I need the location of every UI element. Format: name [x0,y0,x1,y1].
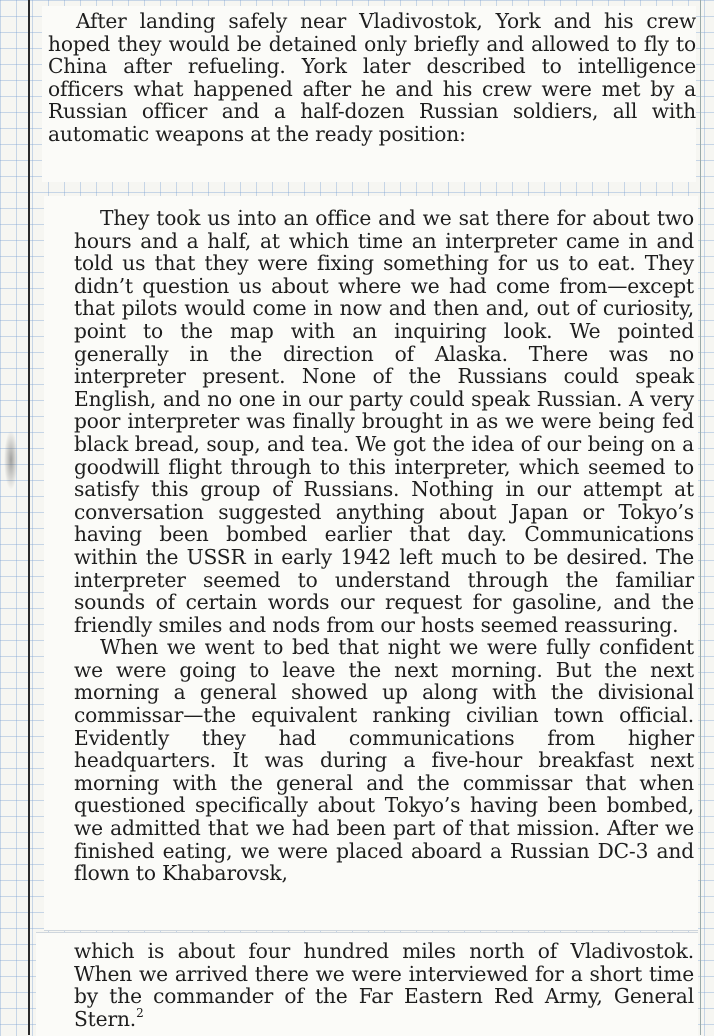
scan-edge-right [700,0,701,1035]
block-quote [74,207,694,885]
quote-continuation-text: which is about four hundred miles north of Vladivostok. When we arrived there we were interviewed for a short time by the commander of the Far Eastern Red Army, General Stern. [74,939,694,1031]
scan-edge-left [28,0,30,1035]
quote-paragraph-2: When we went to bed that night we were fully confident we were going to leave the next morning. But the next morning a general showed up along with the divisional commissar—the equivalent ranking civilian town official. Evidently they had communications from higher headquarters. It was during a five-hour breakfast next morning with the general and the commissar that when questioned specifically about Tokyo’s having been bombed, we admitted that we had been part of that mission. After we finished eating, we were placed aboard a Russian DC-3 and flown to Khabarovsk, [74,635,694,886]
quote-continuation [74,940,694,1030]
footnote-marker: 2 [136,1005,144,1020]
intro-paragraph: After landing safely near Vladivostok, York and his crew hoped they would be detained only briefly and allowed to fly to China after refueling. York later described to intelligence officers what happened after he and his crew were met by a Russian officer and a half-dozen Russian soldiers, all with automatic weapons at the ready position: [48,9,696,146]
scan-smudge [4,430,18,490]
intro-block [48,10,696,146]
quote-paragraph-1: They took us into an office and we sat there for about two hours and a half, at which time an interpreter came in and told us that they were fixing something for us to eat. They didn’t question us about where we had come from—except that pilots would come in now and then and, out of curiosity, point to the map with an inquiring look. We pointed generally in the direction of Alaska. There was no interpreter present. None of the Russians could speak English, and no one in our party could speak Russian. A very poor interpreter was finally brought in as we were being fed black bread, soup, and tea. We got the idea of our being on a goodwill flight through to this interpreter, which seemed to satisfy this group of Russians. Nothing in our attempt at conversation suggested anything about Japan or Tokyo’s having been bombed earlier that day. Communications within the USSR in early 1942 left much to be desired. The interpreter seemed to understand through the familiar sounds of certain words our request for gasoline, and the friendly smiles and nods from our hosts seemed reassuring. [74,206,694,637]
quote-continuation-block [74,940,694,1030]
